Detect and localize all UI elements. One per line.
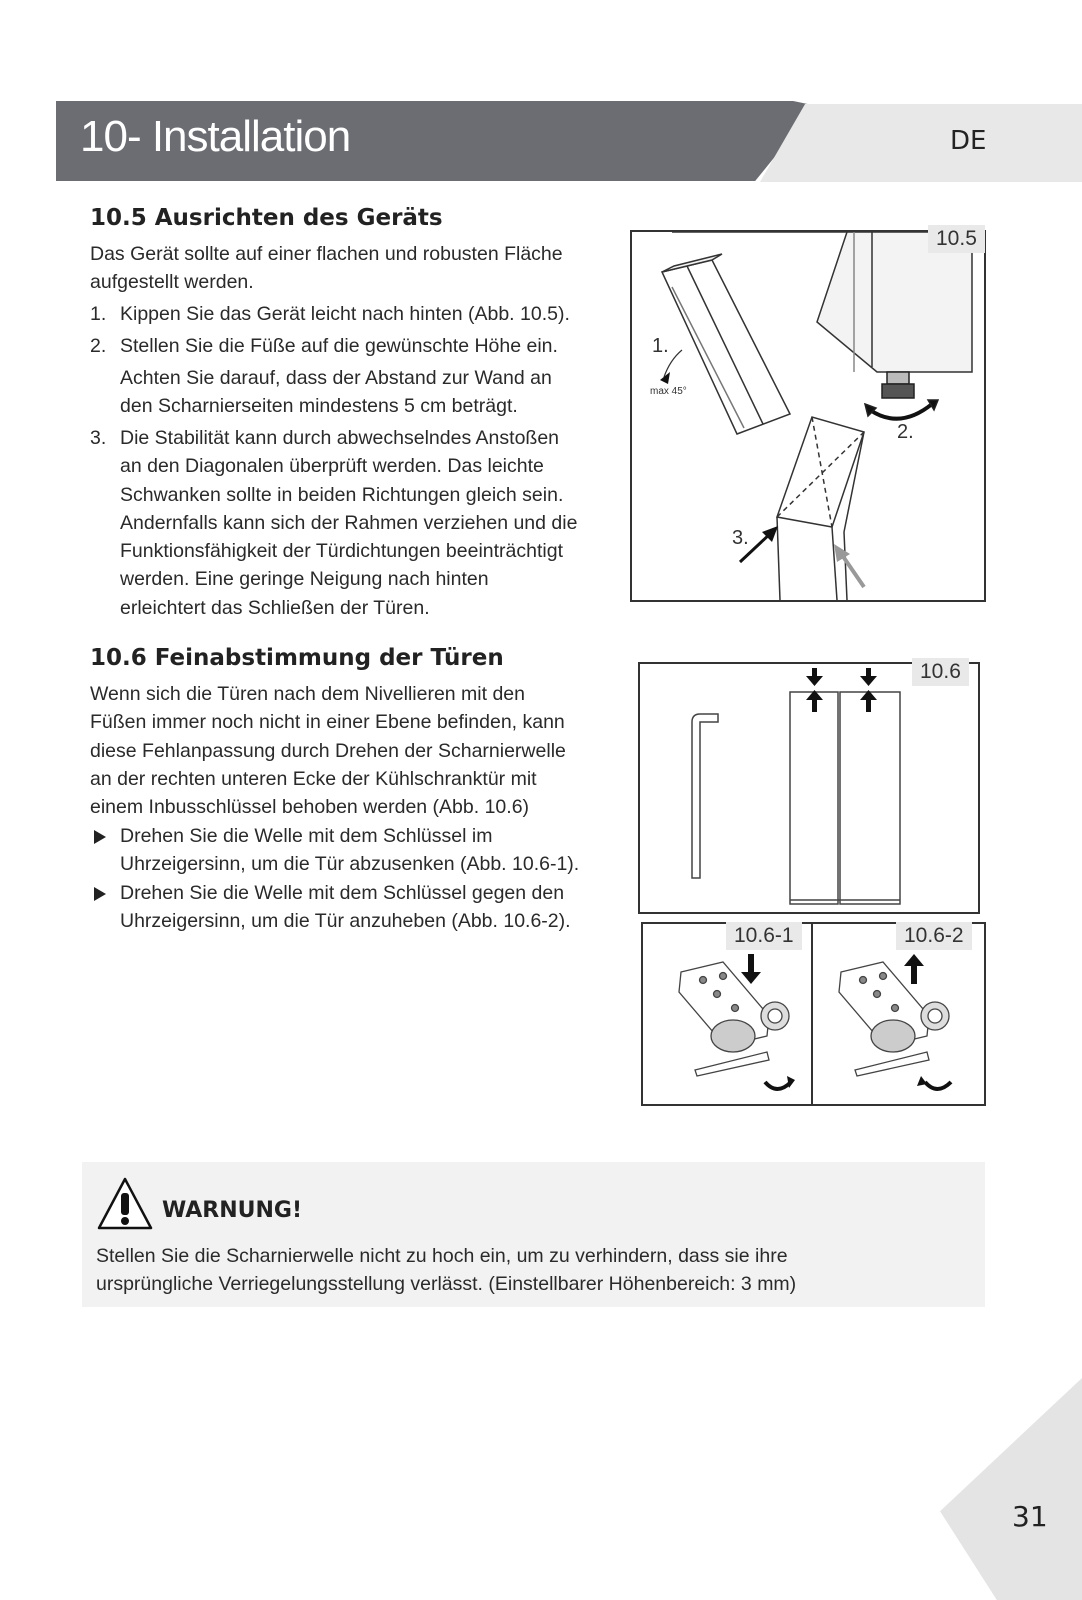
section-title-10-5: 10.5 Ausrichten des Geräts xyxy=(90,205,443,231)
figure-label-10-6: 10.6 xyxy=(912,658,969,686)
step-1-label: 1. xyxy=(652,335,669,357)
paragraph-line: einem Inbusschlüssel behoben werden (Abb. 10.6) xyxy=(90,796,530,819)
step-text: Achten Sie darauf, dass der Abstand zur Wand an xyxy=(120,367,552,389)
paragraph-line: Wenn sich die Türen nach dem Nivellieren mit den xyxy=(90,683,525,705)
hinge-raise-illustration xyxy=(813,924,984,1104)
paragraph-line: diese Fehlanpassung durch Drehen der Scharnierwelle xyxy=(90,739,566,762)
figure-label-10-6-2: 10.6-2 xyxy=(896,922,972,950)
step-item xyxy=(90,424,620,622)
paragraph-line: an der rechten unteren Ecke der Kühlschranktür mit xyxy=(90,767,537,790)
bullet-triangle-icon xyxy=(94,830,106,844)
figure-10-5 xyxy=(630,230,986,602)
step-text: werden. Eine geringe Neigung nach hinten xyxy=(120,568,489,591)
paragraph-line: Füßen immer noch nicht in einer Ebene befinden, kann xyxy=(90,711,565,734)
page-corner-decoration xyxy=(940,1378,1082,1600)
warning-text xyxy=(96,1242,796,1299)
language-label: DE xyxy=(950,126,987,156)
step-2-label: 2. xyxy=(897,421,914,443)
figure-label-10-6-1: 10.6-1 xyxy=(726,922,802,950)
step-text: Andernfalls kann sich der Rahmen verziehen und die xyxy=(120,511,578,534)
chapter-title: 10- Installation xyxy=(80,112,351,161)
step-number: 3. xyxy=(90,427,107,449)
intro-line-1: Das Gerät sollte auf einer flachen und robusten Fläche xyxy=(90,243,563,265)
step-text: Stellen Sie die Füße auf die gewünschte Höhe ein. xyxy=(120,335,558,357)
step-text: den Scharnierseiten mindestens 5 cm beträgt. xyxy=(120,395,518,418)
counterclockwise-arrow-icon xyxy=(925,1082,951,1089)
step-item xyxy=(90,300,620,328)
hinge-lower-illustration xyxy=(643,924,811,1104)
warning-line: Stellen Sie die Scharnierwelle nicht zu hoch ein, um zu verhindern, dass sie ihre xyxy=(96,1245,788,1267)
section-title-10-6: 10.6 Feinabstimmung der Türen xyxy=(90,645,504,671)
tilted-fridge xyxy=(662,254,790,434)
intro-line-2: aufgestellt werden. xyxy=(90,271,254,293)
bullet-text: Drehen Sie die Welle mit dem Schlüssel im xyxy=(120,825,493,847)
bullet-text: Uhrzeigersinn, um die Tür abzusenken (Abb. 10.6-1). xyxy=(120,853,580,876)
step-text: Funktionsfähigkeit der Türdichtungen beeinträchtigt xyxy=(120,540,563,563)
step-text: an den Diagonalen überprüft werden. Das leichte xyxy=(120,455,544,478)
step-number: 1. xyxy=(90,303,107,325)
up-arrow-icon xyxy=(904,954,924,984)
language-tab xyxy=(760,104,1082,182)
step-text: erleichtert das Schließen der Türen. xyxy=(120,596,430,619)
bullet-text: Uhrzeigersinn, um die Tür anzuheben (Abb. 10.6-2). xyxy=(120,910,571,933)
warning-line: ursprüngliche Verriegelungsstellung verlässt. (Einstellbarer Höhenbereich: 3 mm) xyxy=(96,1273,797,1296)
figure-10-5-illustration xyxy=(632,232,984,600)
page-number: 31 xyxy=(1012,1500,1048,1533)
step-number: 2. xyxy=(90,335,107,357)
figure-10-6 xyxy=(638,662,980,914)
step-note xyxy=(90,364,620,421)
step-text: Die Stabilität kann durch abwechselndes Anstoßen xyxy=(120,427,560,449)
allen-key xyxy=(692,714,718,878)
clockwise-arrow-icon xyxy=(765,1082,791,1089)
paragraph-10-6 xyxy=(90,680,566,821)
step-text: Kippen Sie das Gerät leicht nach hinten (Abb. 10.5). xyxy=(120,303,570,325)
figure-label-10-5: 10.5 xyxy=(928,225,985,253)
step-3-label: 3. xyxy=(732,527,749,549)
stability-box xyxy=(777,417,864,600)
bullet-item xyxy=(90,822,650,879)
fridge-doors xyxy=(790,692,900,904)
bullet-item xyxy=(90,879,650,936)
step-item xyxy=(90,332,620,360)
max-angle-label: max 45° xyxy=(650,386,687,397)
step-text: Schwanken sollte in beiden Richtungen gleich sein. xyxy=(120,483,564,506)
warning-icon xyxy=(96,1176,154,1232)
down-arrow-icon xyxy=(741,954,761,984)
bullet-triangle-icon xyxy=(94,887,106,901)
figure-10-6-illustration xyxy=(640,664,978,912)
warning-title: WARNUNG! xyxy=(162,1198,303,1223)
bullet-text: Drehen Sie die Welle mit dem Schlüssel gegen den xyxy=(120,882,565,904)
adjustable-foot xyxy=(865,372,938,419)
